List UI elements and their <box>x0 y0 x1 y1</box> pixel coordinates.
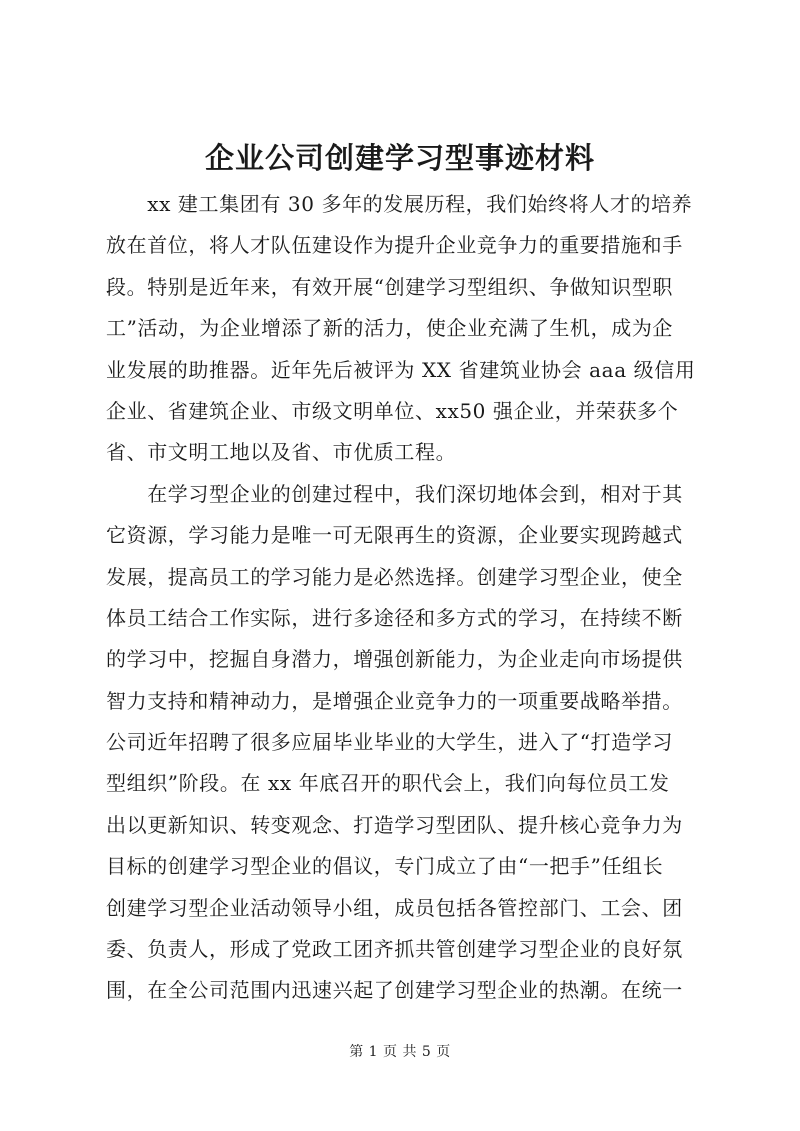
body-line: xx 建工集团有 30 多年的发展历程，我们始终将人才的培养 <box>106 192 693 216</box>
body-line: 目标的创建学习型企业的倡议，专门成立了由“一把手”任组长 <box>106 854 664 879</box>
body-line: 体员工结合工作实际，进行多途径和多方式的学习，在持续不断 <box>106 605 683 630</box>
page-number-footer: 第 1 页 共 5 页 <box>349 1044 451 1060</box>
body-line: 企业、省建筑企业、市级文明单位、xx50 强企业，并荣获多个 <box>106 398 679 423</box>
body-line: 业发展的助推器。近年先后被评为 XX 省建筑业协会 aaa 级信用 <box>106 357 696 382</box>
body-line: 型组织”阶段。在 xx 年底召开的职代会上，我们向每位员工发 <box>106 771 670 796</box>
body-line: 的学习中，挖掘自身潜力，增强创新能力，为企业走向市场提供 <box>106 647 683 672</box>
body-line: 围，在全公司范围内迅速兴起了创建学习型企业的热潮。在统一 <box>106 978 683 1003</box>
body-line: 出以更新知识、转变观念、打造学习型团队、提升核心竞争力为 <box>106 812 683 837</box>
body-line: 创建学习型企业活动领导小组，成员包括各管控部门、工会、团 <box>106 895 683 920</box>
body-line: 它资源，学习能力是唯一可无限再生的资源，企业要实现跨越式 <box>106 523 683 548</box>
body-line: 放在首位，将人才队伍建设作为提升企业竞争力的重要措施和手 <box>106 233 683 258</box>
body-line: 发展，提高员工的学习能力是必然选择。创建学习型企业，使全 <box>106 564 683 589</box>
body-line: 省、市文明工地以及省、市优质工程。 <box>106 440 457 465</box>
document-title: 企业公司创建学习型事迹材料 <box>204 141 595 175</box>
document-body <box>106 184 718 1012</box>
body-line: 公司近年招聘了很多应届毕业毕业的大学生，进入了“打造学习 <box>106 730 674 755</box>
body-line: 委、负责人，形成了党政工团齐抓共管创建学习型企业的良好氛 <box>106 937 683 962</box>
body-line: 在学习型企业的创建过程中，我们深切地体会到，相对于其 <box>106 481 683 506</box>
body-line: 段。特别是近年来，有效开展“创建学习型组织、争做知识型职 <box>106 274 674 299</box>
body-line: 智力支持和精神动力，是增强企业竞争力的一项重要战略举措。 <box>106 688 683 713</box>
body-line: 工”活动，为企业增添了新的活力，使企业充满了生机，成为企 <box>106 316 674 341</box>
